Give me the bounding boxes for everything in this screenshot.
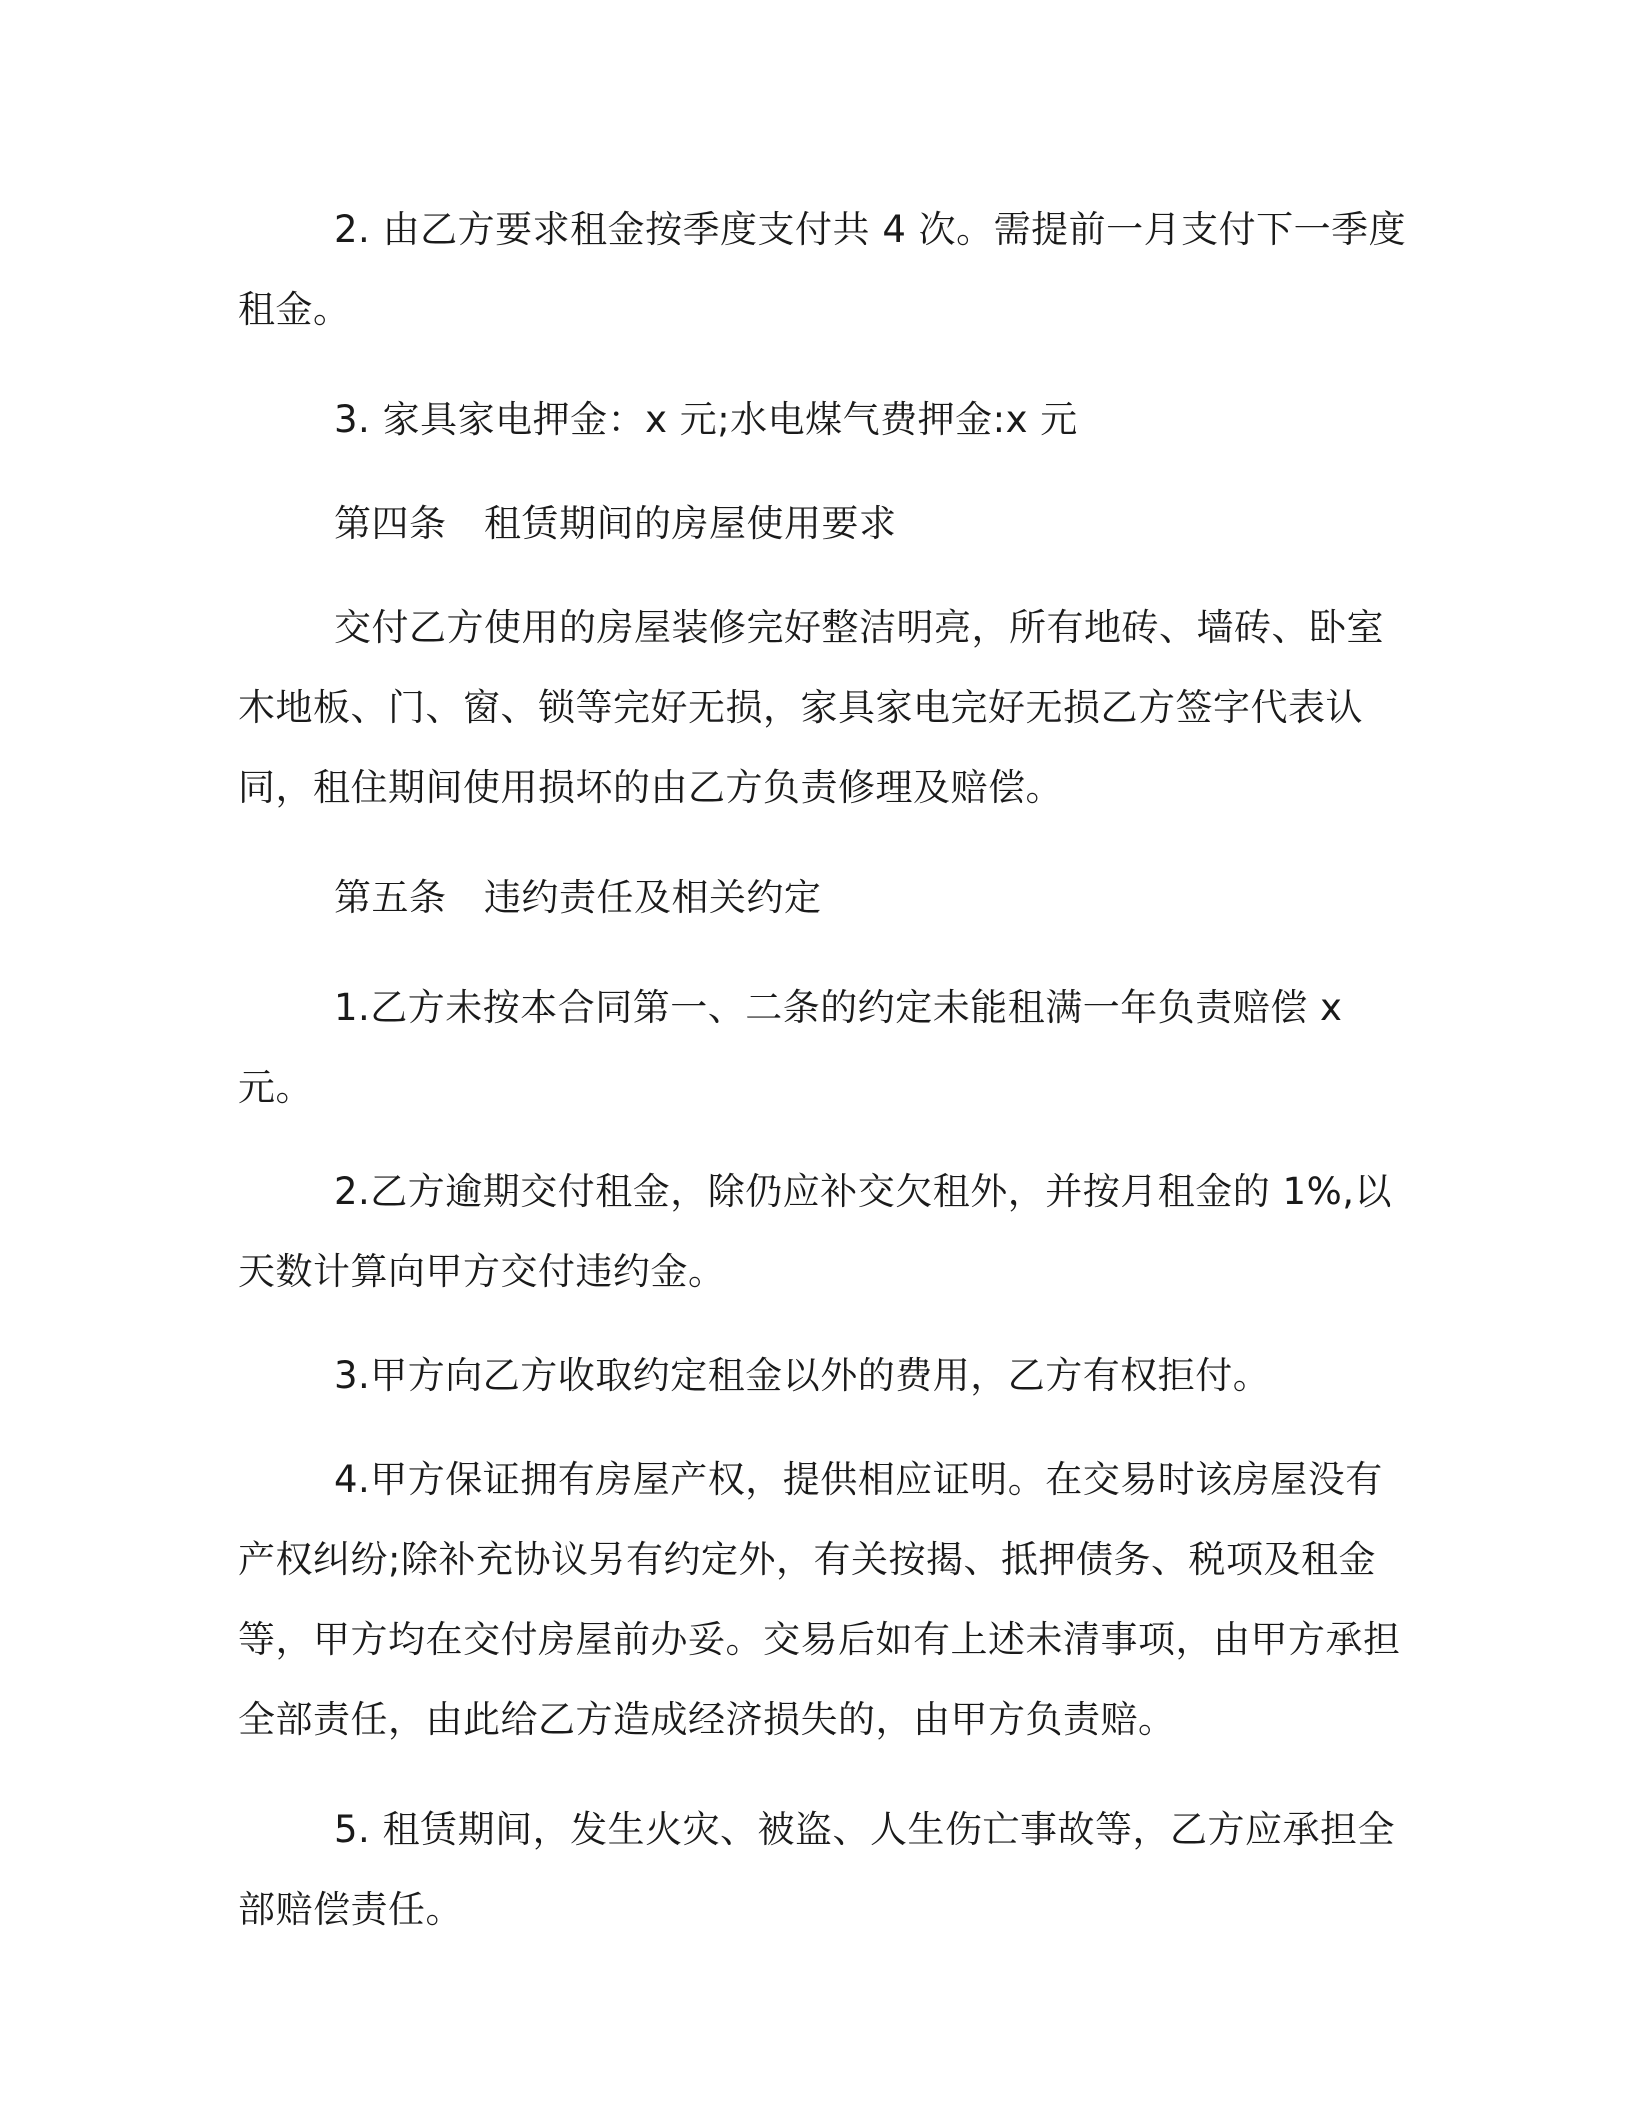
paragraph-breach-2: 2.乙方逾期交付租金，除仍应补交欠租外，并按月租金的 1%,以天数计算向甲方交付违约金。 <box>238 1170 1393 1293</box>
paragraph-deposit: 3. 家具家电押金：x 元;水电煤气费押金:x 元 <box>334 398 1078 441</box>
paragraph-breach-1: 1.乙方未按本合同第一、二条的约定未能租满一年负责赔偿 x 元。 <box>238 986 1355 1109</box>
paragraph-rent-payment: 2. 由乙方要求租金按季度支付共 4 次。需提前一月支付下一季度租金。 <box>238 208 1407 331</box>
document-page <box>238 190 1408 1950</box>
paragraph-usage-requirements: 交付乙方使用的房屋装修完好整洁明亮，所有地砖、墙砖、卧室木地板、门、窗、锁等完好无损，家具家电完好无损乙方签字代表认同，租住期间使用损坏的由乙方负责修理及赔偿。 <box>238 606 1384 809</box>
paragraph-breach-3: 3.甲方向乙方收取约定租金以外的费用，乙方有权拒付。 <box>334 1354 1271 1397</box>
paragraph-breach-4: 4.甲方保证拥有房屋产权，提供相应证明。在交易时该房屋没有产权纠纷;除补充协议另有约定外，有关按揭、抵押债务、税项及租金等，甲方均在交付房屋前办妥。交易后如有上述未清事项，由甲方承担全部责任，由此给乙方造成经济损失的，由甲方负责赔。 <box>238 1458 1401 1741</box>
article-5-heading: 第五条 违约责任及相关约定 <box>334 876 822 919</box>
paragraph-breach-5: 5. 租赁期间，发生火灾、被盗、人生伤亡事故等，乙方应承担全部赔偿责任。 <box>238 1808 1396 1931</box>
article-4-heading: 第四条 租赁期间的房屋使用要求 <box>334 502 897 545</box>
